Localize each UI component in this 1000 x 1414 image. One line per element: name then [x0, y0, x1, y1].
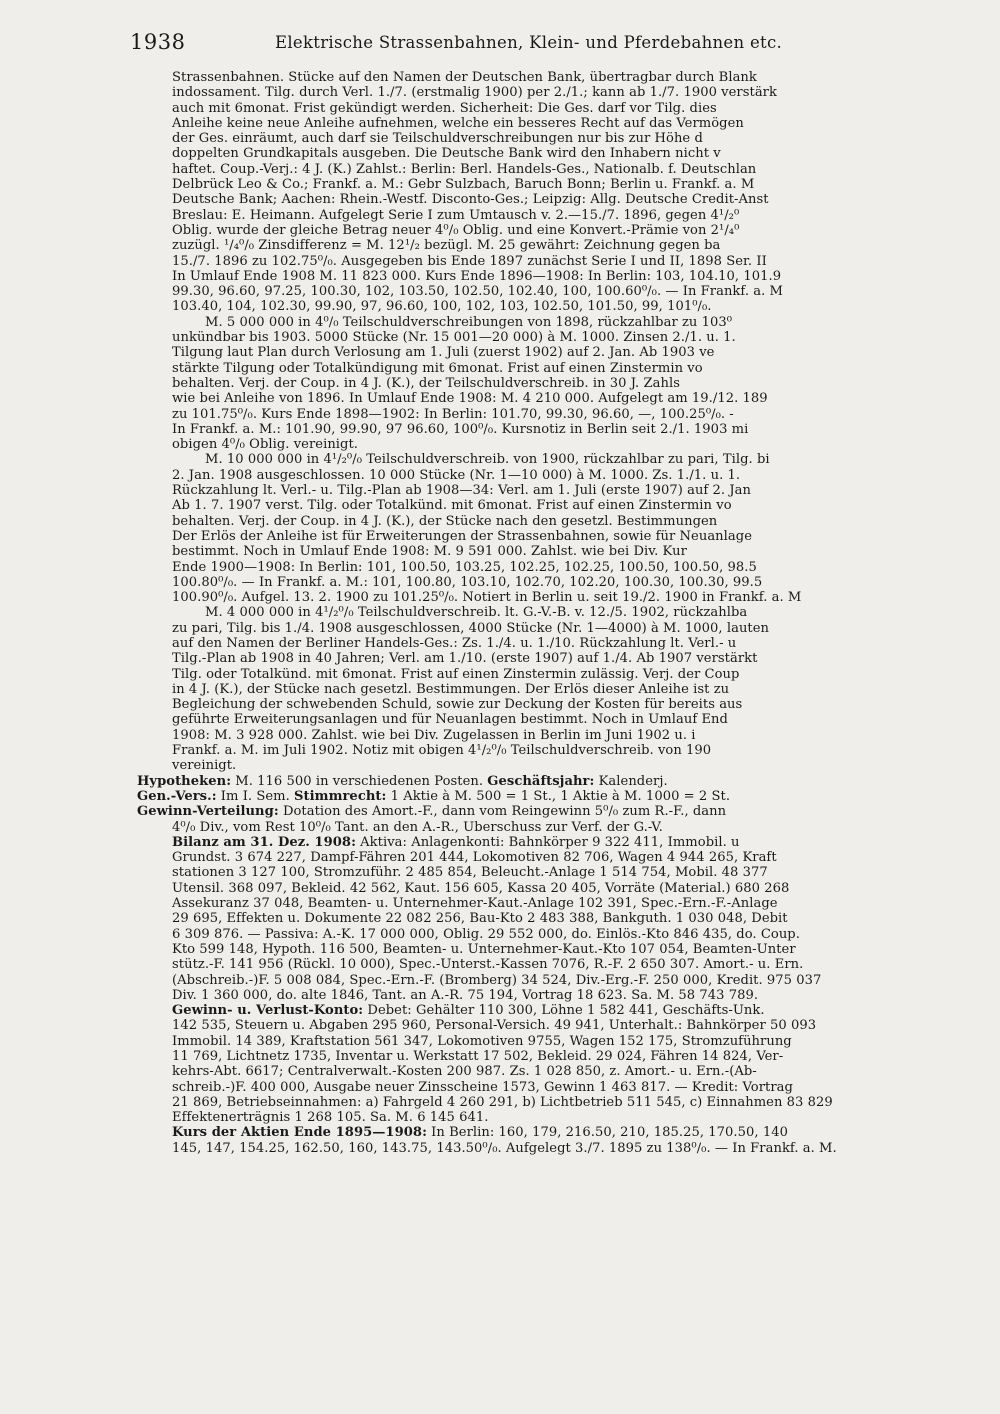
- section-heading: Geschäftsjahr:: [487, 773, 595, 789]
- line-text: Debet: Gehälter 110 300, Löhne 1 582 441, Geschäfts-Unk.: [363, 1003, 765, 1019]
- text-line: [137, 774, 937, 789]
- text-line: [137, 422, 937, 437]
- text-line: [137, 407, 937, 422]
- line-text: 6 309 876. — Passiva: A.-K. 17 000 000, Oblig. 29 552 000, do. Einlös.-Kto 846 435, do. Coup.: [172, 926, 800, 942]
- line-text: Oblig. wurde der gleiche Betrag neuer 4⁰/₀ Oblig. und eine Konvert.-Prämie von 2¹/₄⁰: [172, 222, 740, 238]
- line-text: In Berlin: 160, 179, 216.50, 210, 185.25, 170.50, 140: [426, 1125, 788, 1141]
- text-line: [137, 621, 937, 636]
- line-text: auf den Namen der Berliner Handels-Ges.: Zs. 1./4. u. 1./10. Rückzahlung lt. Verl.- u: [172, 635, 737, 651]
- line-text: Kalenderj.: [594, 773, 668, 789]
- running-title: Elektrische Strassenbahnen, Klein- und Pferdebahnen etc.: [275, 33, 783, 52]
- line-text: Utensil. 368 097, Bekleid. 42 562, Kaut. 156 605, Kassa 20 405, Vorräte (Material.) 680 268: [172, 880, 790, 896]
- line-text: Aktiva: Anlagenkonti: Bahnkörper 9 322 411, Immobil. u: [355, 834, 740, 850]
- text-line: [137, 636, 937, 651]
- text-line: [137, 131, 937, 146]
- text-line: [137, 1064, 937, 1079]
- line-text: stärkte Tilgung oder Totalkündigung mit 6monat. Frist auf einen Zinstermin vo: [172, 360, 703, 376]
- line-text: zu 101.75⁰/₀. Kurs Ende 1898—1902: In Berlin: 101.70, 99.30, 96.60, —, 100.25⁰/₀. -: [172, 406, 734, 422]
- line-text: 15./7. 1896 zu 102.75⁰/₀. Ausgegeben bis Ende 1897 zunächst Serie I und II, 1898 Ser. II: [172, 253, 767, 269]
- section-heading: Gewinn- u. Verlust-Konto:: [172, 1003, 364, 1019]
- section-heading: Kurs der Aktien Ende 1895—1908:: [172, 1125, 427, 1141]
- line-text: Breslau: E. Heimann. Aufgelegt Serie I zum Umtausch v. 2.—15./7. 1896, gegen 4¹/₂⁰: [172, 207, 740, 223]
- text-line: [137, 682, 937, 697]
- text-line: [137, 391, 937, 406]
- text-line: [137, 514, 937, 529]
- text-line: [137, 345, 937, 360]
- line-text: Deutsche Bank; Aachen: Rhein.-Westf. Disconto-Ges.; Leipzig: Allg. Deutsche Credit-Anst: [172, 192, 769, 208]
- text-line: [137, 911, 937, 926]
- text-line: [137, 70, 937, 85]
- text-line: [137, 758, 937, 773]
- line-text: der Ges. einräumt, auch darf sie Teilschuldverschreibungen nur bis zur Höhe d: [172, 131, 703, 147]
- line-text: Begleichung der schwebenden Schuld, sowie zur Deckung der Kosten für bereits aus: [172, 697, 743, 713]
- text-line: [137, 575, 937, 590]
- text-line: [137, 651, 937, 666]
- text-line: [137, 957, 937, 972]
- line-text: 142 535, Steuern u. Abgaben 295 960, Personal-Versich. 49 941, Unterhalt.: Bahnkörper 50 093: [172, 1018, 817, 1034]
- text-line: [137, 315, 937, 330]
- text-line: [137, 254, 937, 269]
- text-line: [137, 85, 937, 100]
- line-text: geführte Erweiterungsanlagen und für Neuanlagen bestimmt. Noch in Umlauf End: [172, 712, 728, 728]
- line-text: obigen 4⁰/₀ Oblig. vereinigt.: [172, 437, 358, 453]
- line-text: bestimmt. Noch in Umlauf Ende 1908: M. 9 591 000. Zahlst. wie bei Div. Kur: [172, 544, 687, 560]
- text-line: [137, 177, 937, 192]
- page-header: [130, 30, 920, 60]
- line-text: M. 116 500 in verschiedenen Posten.: [231, 773, 488, 789]
- text-line: [137, 330, 937, 345]
- text-line: [137, 942, 937, 957]
- line-text: wie bei Anleihe von 1896. In Umlauf Ende 1908: M. 4 210 000. Aufgelegt am 19./12. 189: [172, 391, 768, 407]
- text-line: [137, 1049, 937, 1064]
- line-text: schreib.-)F. 400 000, Ausgabe neuer Zinsscheine 1573, Gewinn 1 463 817. — Kredit: Vortrag: [172, 1079, 793, 1095]
- text-line: [137, 223, 937, 238]
- line-text: Assekuranz 37 048, Beamten- u. Unternehmer-Kaut.-Anlage 102 391, Spec.-Ern.-F.-Anlage: [172, 896, 778, 912]
- text-line: [137, 743, 937, 758]
- text-line: [137, 162, 937, 177]
- text-line: [137, 116, 937, 131]
- text-line: [137, 1003, 937, 1018]
- line-text: haftet. Coup.-Verj.: 4 J. (K.) Zahlst.: Berlin: Berl. Handels-Ges., Nationalb. f. Deutschlan: [172, 161, 757, 177]
- text-line: [137, 299, 937, 314]
- line-text: doppelten Grundkapitals ausgeben. Die Deutsche Bank wird den Inhabern nicht v: [172, 146, 721, 162]
- section-heading: Bilanz am 31. Dez. 1908:: [172, 834, 356, 850]
- line-text: 99.30, 96.60, 97.25, 100.30, 102, 103.50, 102.50, 102.40, 100, 100.60⁰/₀. — In Frankf. a. M: [172, 284, 783, 300]
- text-line: [137, 101, 937, 116]
- body-text: [137, 70, 937, 1156]
- text-line: [137, 1125, 937, 1140]
- line-text: auch mit 6monat. Frist gekündigt werden. Sicherheit: Die Ges. darf vor Tilg. dies: [172, 100, 717, 116]
- line-text: stütz.-F. 141 956 (Rückl. 10 000), Spec.-Unterst.-Kassen 7076, R.-F. 2 650 307. Amort.- u. Ern.: [172, 957, 804, 973]
- text-line: [137, 1110, 937, 1125]
- line-text: zuzügl. ¹/₄⁰/₀ Zinsdifferenz = M. 12¹/₂ bezügl. M. 25 gewährt: Zeichnung gegen ba: [172, 238, 721, 254]
- line-text: 4⁰/₀ Div., vom Rest 10⁰/₀ Tant. an den A.-R., Überschuss zur Verf. der G.-V.: [172, 819, 663, 835]
- line-text: M. 10 000 000 in 4¹/₂⁰/₀ Teilschuldverschreib. von 1900, rückzahlbar zu pari, Tilg. bi: [205, 452, 770, 468]
- line-text: Rückzahlung lt. Verl.- u. Tilg.-Plan ab 1908—34: Verl. am 1. Juli (erste 1907) auf 2. Jan: [172, 483, 751, 499]
- line-text: 100.90⁰/₀. Aufgel. 13. 2. 1900 zu 101.25⁰/₀. Notiert in Berlin u. seit 19./2. 1900 in Frankf. a. M: [172, 590, 802, 606]
- text-line: [137, 988, 937, 1003]
- text-line: [137, 667, 937, 682]
- text-line: [137, 361, 937, 376]
- line-text: (Abschreib.-)F. 5 008 084, Spec.-Ern.-F. (Bromberg) 34 524, Div.-Erg.-F. 250 000, Kredit. 975 037: [172, 972, 822, 988]
- text-line: [137, 498, 937, 513]
- text-line: [137, 1018, 937, 1033]
- text-line: [137, 269, 937, 284]
- line-text: 103.40, 104, 102.30, 99.90, 97, 96.60, 100, 102, 103, 102.50, 101.50, 99, 101⁰/₀.: [172, 299, 712, 315]
- text-line: [137, 192, 937, 207]
- line-text: Frankf. a. M. im Juli 1902. Notiz mit obigen 4¹/₂⁰/₀ Teilschuldverschreib. von 190: [172, 743, 712, 759]
- text-line: [137, 468, 937, 483]
- line-text: M. 5 000 000 in 4⁰/₀ Teilschuldverschreibungen von 1898, rückzahlbar zu 103⁰: [205, 314, 733, 330]
- line-text: Tilg.-Plan ab 1908 in 40 Jahren; Verl. am 1./10. (erste 1907) auf 1./4. Ab 1907 verstärkt: [172, 651, 758, 667]
- line-text: indossament. Tilg. durch Verl. 1./7. (erstmalig 1900) per 2./1.; kann ab 1./7. 1900 verstärk: [172, 85, 777, 101]
- text-line: [137, 590, 937, 605]
- page-number: 1938: [130, 30, 186, 54]
- text-line: [137, 697, 937, 712]
- line-text: Kto 599 148, Hypoth. 116 500, Beamten- u. Unternehmer-Kaut.-Kto 107 054, Beamten-Unter: [172, 941, 796, 957]
- line-text: 11 769, Lichtnetz 1735, Inventar u. Werkstatt 17 502, Bekleid. 29 024, Fähren 14 824, Ver-: [172, 1049, 784, 1064]
- text-line: [137, 865, 937, 880]
- text-line: [137, 208, 937, 223]
- text-line: [137, 850, 937, 865]
- line-text: 29 695, Effekten u. Dokumente 22 082 256, Bau-Kto 2 483 388, Bankguth. 1 030 048, Debit: [172, 911, 788, 927]
- text-line: [137, 820, 937, 835]
- line-text: Immobil. 14 389, Kraftstation 561 347, Lokomotiven 9755, Wagen 152 175, Stromzuführung: [172, 1033, 792, 1049]
- line-text: zu pari, Tilg. bis 1./4. 1908 ausgeschlossen, 4000 Stücke (Nr. 1—4000) à M. 1000, lauten: [172, 620, 770, 636]
- text-line: [137, 712, 937, 727]
- line-text: in 4 J. (K.), der Stücke nach gesetzl. Bestimmungen. Der Erlös dieser Anleihe ist zu: [172, 681, 730, 697]
- line-text: Ab 1. 7. 1907 verst. Tilg. oder Totalkünd. mit 6monat. Frist auf einen Zinstermin vo: [172, 498, 732, 514]
- text-line: [137, 544, 937, 559]
- line-text: Im I. Sem.: [216, 788, 295, 804]
- text-line: [137, 605, 937, 620]
- text-line: [137, 1141, 937, 1156]
- text-line: [137, 1034, 937, 1049]
- text-line: [137, 881, 937, 896]
- section-heading: Hypotheken:: [137, 773, 232, 789]
- line-text: Div. 1 360 000, do. alte 1846, Tant. an A.-R. 75 194, Vortrag 18 623. Sa. M. 58 743 789.: [172, 987, 759, 1003]
- text-line: [137, 973, 937, 988]
- line-text: 100.80⁰/₀. — In Frankf. a. M.: 101, 100.80, 103.10, 102.70, 102.20, 100.30, 100.30, 99.5: [172, 574, 763, 590]
- text-line: [137, 835, 937, 850]
- text-line: [137, 483, 937, 498]
- line-text: Tilgung laut Plan durch Verlosung am 1. Juli (zuerst 1902) auf 2. Jan. Ab 1903 ve: [172, 345, 715, 361]
- section-heading: Stimmrecht:: [294, 788, 387, 804]
- line-text: Ende 1900—1908: In Berlin: 101, 100.50, 103.25, 102.25, 102.25, 100.50, 100.50, 98.5: [172, 559, 757, 575]
- line-text: Grundst. 3 674 227, Dampf-Fähren 201 444, Lokomotiven 82 706, Wagen 4 944 265, Kraft: [172, 850, 777, 866]
- section-heading: Gewinn-Verteilung:: [137, 804, 279, 820]
- line-text: behalten. Verj. der Coup. in 4 J. (K.), der Stücke nach den gesetzl. Bestimmungen: [172, 513, 718, 529]
- line-text: Anleihe keine neue Anleihe aufnehmen, welche ein besseres Recht auf das Vermögen: [172, 115, 744, 131]
- text-line: [137, 529, 937, 544]
- text-line: [137, 1080, 937, 1095]
- line-text: 1 Aktie à M. 500 = 1 St., 1 Aktie à M. 1000 = 2 St.: [386, 788, 731, 804]
- text-line: [137, 238, 937, 253]
- line-text: kehrs-Abt. 6617; Centralverwalt.-Kosten 200 987. Zs. 1 028 850, z. Amort.- u. Ern.-(Ab-: [172, 1064, 757, 1080]
- line-text: Dotation des Amort.-F., dann vom Reingewinn 5⁰/₀ zum R.-F., dann: [278, 804, 727, 820]
- line-text: vereinigt.: [172, 758, 237, 774]
- text-line: [137, 284, 937, 299]
- line-text: unkündbar bis 1903. 5000 Stücke (Nr. 15 001—20 000) à M. 1000. Zinsen 2./1. u. 1.: [172, 330, 736, 346]
- text-line: [137, 804, 937, 819]
- text-line: [137, 896, 937, 911]
- line-text: behalten. Verj. der Coup. in 4 J. (K.), der Teilschuldverschreib. in 30 J. Zahls: [172, 375, 680, 391]
- line-text: In Frankf. a. M.: 101.90, 99.90, 97 96.60, 100⁰/₀. Kursnotiz in Berlin seit 2./1. 1903 mi: [172, 421, 749, 437]
- line-text: 2. Jan. 1908 ausgeschlossen. 10 000 Stücke (Nr. 1—10 000) à M. 1000. Zs. 1./1. u. 1.: [172, 467, 741, 483]
- line-text: Tilg. oder Totalkünd. mit 6monat. Frist auf einen Zinstermin zulässig. Verj. der Coup: [172, 666, 740, 682]
- line-text: Der Erlös der Anleihe ist für Erweiterungen der Strassenbahnen, sowie für Neuanlage: [172, 528, 752, 544]
- line-text: 145, 147, 154.25, 162.50, 160, 143.75, 143.50⁰/₀. Aufgelegt 3./7. 1895 zu 138⁰/₀. — In Frankf. a. M.: [172, 1140, 837, 1156]
- line-text: 1908: M. 3 928 000. Zahlst. wie bei Div. Zugelassen in Berlin im Juni 1902 u. i: [172, 727, 696, 743]
- line-text: In Umlauf Ende 1908 M. 11 823 000. Kurs Ende 1896—1908: In Berlin: 103, 104.10, 101.9: [172, 268, 782, 284]
- text-line: [137, 437, 937, 452]
- text-line: [137, 376, 937, 391]
- line-text: 21 869, Betriebseinnahmen: a) Fahrgeld 4 260 291, b) Lichtbetrieb 511 545, c) Einnahmen 83 829: [172, 1094, 833, 1110]
- text-line: [137, 1095, 937, 1110]
- text-line: [137, 789, 937, 804]
- text-line: [137, 452, 937, 467]
- text-line: [137, 560, 937, 575]
- text-line: [137, 146, 937, 161]
- text-line: [137, 728, 937, 743]
- text-line: [137, 927, 937, 942]
- section-heading: Gen.-Vers.:: [137, 788, 217, 804]
- line-text: stationen 3 127 100, Stromzuführ. 2 485 854, Beleucht.-Anlage 1 514 754, Mobil. 48 377: [172, 865, 768, 881]
- line-text: Strassenbahnen. Stücke auf den Namen der Deutschen Bank, übertragbar durch Blank: [172, 70, 757, 85]
- line-text: Delbrück Leo & Co.; Frankf. a. M.: Gebr Sulzbach, Baruch Bonn; Berlin u. Frankf. a. M: [172, 177, 755, 193]
- line-text: Effektenerträgnis 1 268 105. Sa. M. 6 145 641.: [172, 1110, 489, 1126]
- line-text: M. 4 000 000 in 4¹/₂⁰/₀ Teilschuldverschreib. lt. G.-V.-B. v. 12./5. 1902, rückzahlba: [205, 605, 748, 621]
